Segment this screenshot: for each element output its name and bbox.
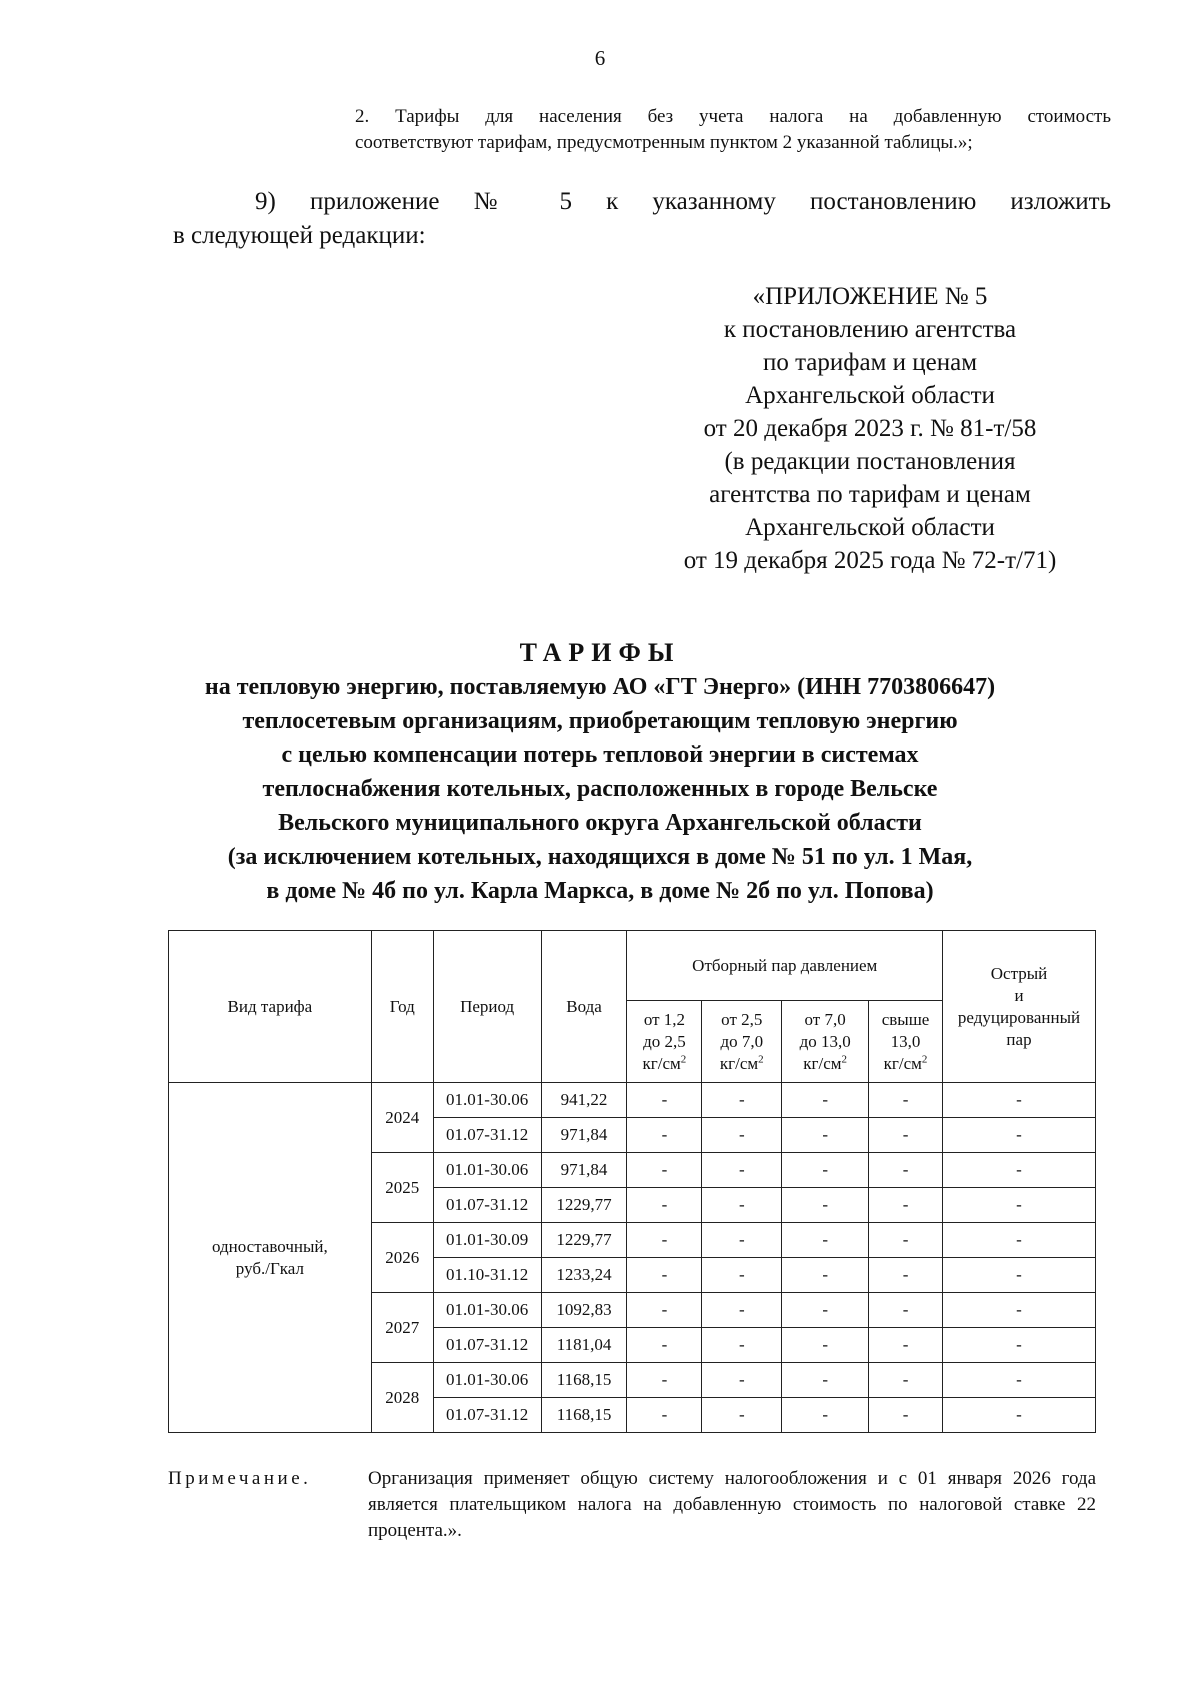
header-steam-col [702,1001,782,1083]
s3-cell: - [782,1223,869,1258]
s3-cell: - [782,1258,869,1293]
header-steam-unit: $кг/см^2$ [803,1052,848,1073]
header-sharp-line: редуцированный [957,1007,1081,1027]
s1-cell: - [627,1153,702,1188]
s3-cell: - [782,1398,869,1433]
s3-cell: - [782,1328,869,1363]
sharp-cell: - [943,1293,1096,1328]
year-cell: 2025 [371,1153,433,1223]
annex-line: (в редакции постановления [724,448,1016,475]
sharp-cell: - [943,1153,1096,1188]
table-row [169,1083,1096,1118]
tariffs-table [168,930,1096,1433]
tariffs-table-body [169,1083,1096,1433]
annex-header [640,280,1100,577]
water-cell: 1229,77 [541,1188,627,1223]
period-cell: 01.07-31.12 [433,1188,541,1223]
item-9-paragraph [173,185,1111,253]
sharp-cell: - [943,1223,1096,1258]
s2-cell: - [702,1223,782,1258]
s4-cell: - [869,1363,943,1398]
tariff-type-line: руб./Гкал [235,1258,304,1278]
annex-line: по тарифам и ценам [762,349,978,376]
s4-cell: - [869,1398,943,1433]
year-cell: 2024 [371,1083,433,1153]
s3-cell: - [782,1363,869,1398]
tariff-type-cell [169,1083,372,1433]
header-year: Год [371,931,433,1083]
header-water: Вода [541,931,627,1083]
s1-cell: - [627,1223,702,1258]
tariff-type-line: одноставочный, [211,1236,328,1256]
annex-line: «ПРИЛОЖЕНИЕ № 5 [752,283,988,310]
s2-cell: - [702,1188,782,1223]
water-cell: 941,22 [541,1083,627,1118]
s1-cell: - [627,1363,702,1398]
header-steam-unit: $кг/см^2$ [642,1052,687,1073]
annex-line: агентства по тарифам и ценам [709,481,1031,508]
s1-cell: - [627,1258,702,1293]
water-cell: 971,84 [541,1153,627,1188]
note-block [168,1466,1096,1544]
header-steam-col [869,1001,943,1083]
title-line: Вельского муниципального округа Архангельской области [278,810,922,836]
period-cell: 01.07-31.12 [433,1328,541,1363]
s2-cell: - [702,1118,782,1153]
s3-cell: - [782,1083,869,1118]
sharp-cell: - [943,1398,1096,1433]
s2-cell: - [702,1398,782,1433]
header-steam-unit: $кг/см^2$ [883,1052,928,1073]
period-cell: 01.07-31.12 [433,1118,541,1153]
year-cell: 2026 [371,1223,433,1293]
s1-cell: - [627,1293,702,1328]
header-steam-col [782,1001,869,1083]
note-label: Примечание. [168,1468,312,1489]
water-cell: 1229,77 [541,1223,627,1258]
annex-line: Архангельской области [745,514,995,541]
s2-cell: - [702,1328,782,1363]
s4-cell: - [869,1188,943,1223]
tariff-note-line: 2. Тарифы для населения без учета налога на добавленную стоимость [355,106,1111,127]
annex-line: Архангельской области [745,382,995,409]
sharp-cell: - [943,1118,1096,1153]
s2-cell: - [702,1083,782,1118]
s2-cell: - [702,1153,782,1188]
header-steam-unit: $кг/см^2$ [719,1052,764,1073]
item-9-line: в следующей редакции: [173,222,426,249]
s4-cell: - [869,1293,943,1328]
title-line: в доме № 4б по ул. Карла Маркса, в доме № 2б по ул. Попова) [266,878,934,904]
water-cell: 1168,15 [541,1363,627,1398]
year-cell: 2028 [371,1363,433,1433]
s1-cell: - [627,1398,702,1433]
period-cell: 01.10-31.12 [433,1258,541,1293]
s4-cell: - [869,1118,943,1153]
title-line: (за исключением котельных, находящихся в доме № 51 по ул. 1 Мая, [227,844,973,870]
header-sharp-line: и [1014,985,1024,1005]
title-line: теплоснабжения котельных, расположенных в городе Вельске [262,776,938,802]
header-period: Период [433,931,541,1083]
sharp-cell: - [943,1328,1096,1363]
water-cell: 971,84 [541,1118,627,1153]
header-steam-line: свыше [881,1009,930,1029]
s4-cell: - [869,1258,943,1293]
title-line: теплосетевым организациям, приобретающим тепловую энергию [242,708,958,734]
sharp-cell: - [943,1083,1096,1118]
header-sharp-steam [943,931,1096,1083]
s4-cell: - [869,1223,943,1258]
note-text: Организация применяет общую систему налогообложения и с 01 января 2026 года является плательщиком налога на добавленную стоимость по налоговой ставке 22 процента.». [368,1468,1096,1541]
header-sharp-line: пар [1006,1029,1032,1049]
page-number: 6 [594,46,606,70]
header-steam-line: до 13,0 [799,1031,851,1051]
s3-cell: - [782,1153,869,1188]
s1-cell: - [627,1118,702,1153]
s2-cell: - [702,1363,782,1398]
tariff-population-note [355,104,1111,156]
annex-line: от 20 декабря 2023 г. № 81-т/58 [703,415,1037,442]
s3-cell: - [782,1293,869,1328]
header-steam-group: Отборный пар давлением [627,931,943,1001]
tariffs-heading: ТАРИФЫ [519,638,681,667]
title-line: с целью компенсации потерь тепловой энергии в системах [281,742,919,768]
item-9-line: 9) приложение № 5 к указанному постановлению изложить [255,188,1111,215]
tariffs-title [150,636,1050,908]
sharp-cell: - [943,1363,1096,1398]
s3-cell: - [782,1188,869,1223]
header-tariff-type: Вид тарифа [169,931,372,1083]
annex-line: к постановлению агентства [723,316,1017,343]
year-cell: 2027 [371,1293,433,1363]
s2-cell: - [702,1293,782,1328]
sharp-cell: - [943,1188,1096,1223]
header-sharp-line: Острый [990,963,1048,983]
period-cell: 01.01-30.06 [433,1293,541,1328]
period-cell: 01.01-30.09 [433,1223,541,1258]
water-cell: 1092,83 [541,1293,627,1328]
header-steam-line: 13,0 [890,1031,921,1051]
header-steam-line: до 2,5 [643,1031,686,1051]
sharp-cell: - [943,1258,1096,1293]
s1-cell: - [627,1083,702,1118]
header-steam-line: до 7,0 [720,1031,764,1051]
water-cell: 1168,15 [541,1398,627,1433]
water-cell: 1233,24 [541,1258,627,1293]
s3-cell: - [782,1118,869,1153]
period-cell: 01.01-30.06 [433,1363,541,1398]
header-steam-line: от 2,5 [721,1009,763,1029]
s4-cell: - [869,1153,943,1188]
s4-cell: - [869,1083,943,1118]
s1-cell: - [627,1188,702,1223]
s4-cell: - [869,1328,943,1363]
header-steam-col [627,1001,702,1083]
tariff-note-line: соответствуют тарифам, предусмотренным пунктом 2 указанной таблицы.»; [355,132,973,153]
annex-line: от 19 декабря 2025 года № 72-т/71) [683,547,1057,574]
s2-cell: - [702,1258,782,1293]
header-steam-line: от 7,0 [804,1009,846,1029]
period-cell: 01.01-30.06 [433,1083,541,1118]
period-cell: 01.07-31.12 [433,1398,541,1433]
s1-cell: - [627,1328,702,1363]
water-cell: 1181,04 [541,1328,627,1363]
header-steam-line: от 1,2 [643,1009,686,1029]
title-line: на тепловую энергию, поставляемую АО «ГТ Энерго» (ИНН 7703806647) [204,674,996,700]
period-cell: 01.01-30.06 [433,1153,541,1188]
